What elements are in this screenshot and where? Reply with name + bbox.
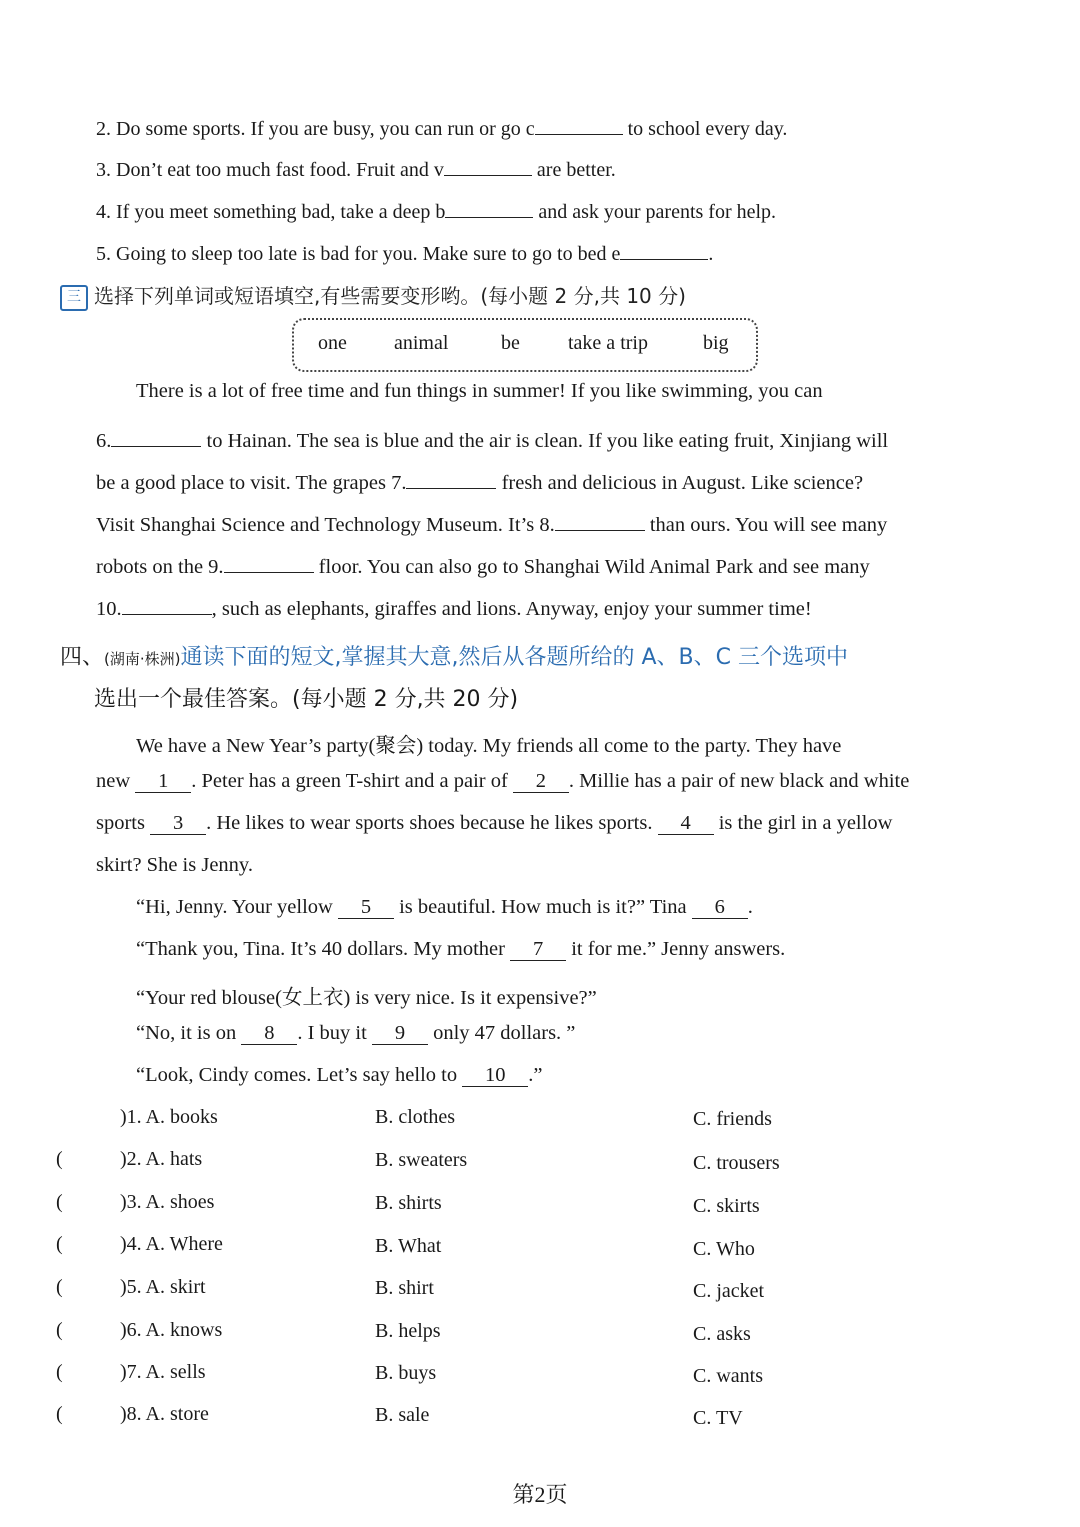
passage-text: “Hi, Jenny. Your yellow (136, 896, 338, 918)
passage-text: .” (528, 1064, 543, 1086)
answer-paren[interactable]: ( (56, 1148, 63, 1170)
option-c: C. friends (693, 1108, 772, 1130)
option-a: )6. A. knows (120, 1319, 223, 1341)
numbered-blank-3: 3 (150, 812, 206, 835)
answer-blank-8[interactable] (555, 510, 645, 531)
option-a: )3. A. shoes (120, 1191, 215, 1213)
passage-4-line-8 (136, 1022, 575, 1045)
section-4-source: (湖南·株洲) (104, 650, 181, 668)
answer-blank-2[interactable] (535, 114, 623, 135)
section-4-instruction: 通读下面的短文,掌握其大意,然后从各题所给的 (180, 645, 642, 670)
passage-4-line-5 (136, 896, 753, 919)
option-c: C. skirts (693, 1195, 760, 1217)
option-c: C. jacket (693, 1280, 765, 1302)
option-a: )8. A. store (120, 1403, 209, 1425)
question-5-text: 5. Going to sleep too late is bad for you. Make sure to go to bed e (96, 243, 621, 265)
passage-text: There is a lot of free time and fun things in summer! If you like swimming, you can (136, 380, 823, 402)
option-c: C. Who (693, 1238, 755, 1260)
passage-4-line-7 (136, 980, 597, 1010)
numbered-blank-2: 2 (513, 770, 569, 793)
option-b: B. What (375, 1235, 442, 1257)
answer-blank-9[interactable] (224, 552, 314, 573)
numbered-blank-5: 5 (338, 896, 394, 919)
passage-3-line-1 (136, 380, 823, 403)
word-bank-item: be (501, 332, 520, 354)
section-4-instruction-options: A、B、C (641, 645, 731, 670)
question-4-line (96, 197, 776, 226)
option-b: B. sweaters (375, 1149, 468, 1171)
passage-text: new (96, 770, 136, 792)
option-b: B. helps (375, 1320, 441, 1342)
passage-3-line-5 (96, 552, 870, 579)
question-5-text-end: . (708, 243, 714, 265)
option-a: )5. A. skirt (120, 1276, 206, 1298)
answer-blank-10[interactable] (122, 594, 212, 615)
option-c: C. TV (693, 1407, 743, 1429)
answer-paren[interactable]: ( (56, 1233, 63, 1255)
option-b: B. buys (375, 1362, 437, 1384)
section-4-instruction-end: 三个选项中 (731, 645, 848, 670)
section-4-heading (60, 640, 848, 671)
answer-blank-4[interactable] (445, 197, 533, 218)
word-bank-item: animal (394, 332, 449, 354)
passage-text: “Your red blouse(女上衣) is very nice. Is it expensive?” (136, 987, 597, 1009)
passage-text: Visit Shanghai Science and Technology Museum. It’s 8. (96, 514, 555, 536)
question-3-text-end: are better. (531, 159, 616, 181)
word-bank-item: take a trip (568, 332, 648, 354)
numbered-blank-7: 7 (510, 938, 566, 961)
passage-4-line-1 (136, 728, 841, 758)
numbered-blank-1: 1 (135, 770, 191, 793)
passage-text: skirt? She is Jenny. (96, 854, 253, 876)
section-4-heading-line-2 (94, 682, 518, 713)
question-3-text: 3. Don’t eat too much fast food. Fruit and v (96, 159, 444, 181)
section-4-number: 四、 (60, 645, 105, 670)
section-3-instruction: 选择下列单词或短语填空,有些需要变形哟。(每小题 2 分,共 10 分) (94, 284, 686, 308)
passage-3-line-3 (96, 468, 863, 495)
question-2-text-end: to school every day. (622, 118, 788, 140)
question-2-text: 2. Do some sports. If you are busy, you can run or go c (96, 118, 535, 140)
section-4-instruction-2: 选出一个最佳答案。(每小题 2 分,共 20 分) (94, 687, 519, 712)
question-3-line (96, 155, 616, 184)
passage-text: “Thank you, Tina. It’s 40 dollars. My mother (136, 938, 511, 960)
passage-3-line-6 (96, 594, 812, 621)
passage-text: fresh and delicious in August. Like science? (496, 472, 864, 494)
answer-blank-5[interactable] (620, 239, 708, 260)
numbered-blank-10: 10 (462, 1064, 528, 1087)
passage-text: We have a New Year’s party(聚会) today. My friends all come to the party. They have (136, 735, 842, 757)
page-number: 第2页 (512, 1482, 568, 1507)
passage-text: . (747, 896, 753, 918)
option-b: B. shirt (375, 1277, 434, 1299)
numbered-blank-9: 9 (372, 1022, 428, 1045)
passage-text: 10. (96, 598, 122, 620)
numbered-blank-6: 6 (692, 896, 748, 919)
passage-4-line-2 (96, 770, 909, 793)
option-a: )1. A. books (120, 1106, 218, 1128)
answer-paren[interactable]: ( (56, 1403, 63, 1425)
passage-4-line-6 (136, 938, 785, 961)
passage-text: is beautiful. How much is it?” Tina (393, 896, 692, 918)
passage-text: robots on the 9. (96, 556, 224, 578)
passage-4-line-4 (96, 854, 253, 877)
word-bank-item: big (703, 332, 729, 354)
passage-text: 6. (96, 430, 112, 452)
option-a: )7. A. sells (120, 1361, 206, 1383)
passage-text: floor. You can also go to Shanghai Wild Animal Park and see many (313, 556, 870, 578)
passage-text: be a good place to visit. The grapes 7. (96, 472, 407, 494)
passage-4-line-3 (96, 812, 892, 835)
option-a: )4. A. Where (120, 1233, 223, 1255)
question-4-text-end: and ask your parents for help. (533, 201, 777, 223)
passage-text: . He likes to wear sports shoes because he likes sports. (206, 812, 658, 834)
passage-text: than ours. You will see many (644, 514, 888, 536)
passage-3-line-2 (96, 426, 888, 453)
answer-blank-7[interactable] (406, 468, 496, 489)
passage-text: , such as elephants, giraffes and lions. Anyway, enjoy your summer time! (211, 598, 812, 620)
option-b: B. clothes (375, 1106, 455, 1128)
answer-paren[interactable]: ( (56, 1191, 63, 1213)
passage-text: “Look, Cindy comes. Let’s say hello to (136, 1064, 463, 1086)
word-bank-item: one (318, 332, 347, 354)
passage-text: . I buy it (297, 1022, 372, 1044)
answer-paren[interactable]: ( (56, 1276, 63, 1298)
passage-text: to Hainan. The sea is blue and the air is clean. If you like eating fruit, Xinjiang will (201, 430, 889, 452)
passage-text: is the girl in a yellow (713, 812, 893, 834)
word-bank-box (292, 318, 758, 372)
passage-text: sports (96, 812, 151, 834)
option-b: B. shirts (375, 1192, 442, 1214)
passage-text: . Millie has a pair of new black and white (568, 770, 910, 792)
passage-text: only 47 dollars. ” (427, 1022, 576, 1044)
passage-3-line-4 (96, 510, 887, 537)
numbered-blank-8: 8 (241, 1022, 297, 1045)
question-5-line (96, 239, 713, 268)
option-a: )2. A. hats (120, 1148, 203, 1170)
answer-paren[interactable]: ( (56, 1319, 63, 1341)
passage-text: . Peter has a green T-shirt and a pair of (191, 770, 513, 792)
option-c: C. wants (693, 1365, 763, 1387)
answer-blank-6[interactable] (111, 426, 201, 447)
passage-4-line-9 (136, 1064, 542, 1087)
question-4-text: 4. If you meet something bad, take a deep b (96, 201, 446, 223)
option-b: B. sale (375, 1404, 430, 1426)
passage-text: it for me.” Jenny answers. (566, 938, 786, 960)
numbered-blank-4: 4 (658, 812, 714, 835)
passage-text: “No, it is on (136, 1022, 242, 1044)
answer-blank-3[interactable] (444, 155, 532, 176)
option-c: C. trousers (693, 1152, 780, 1174)
answer-paren[interactable]: ( (56, 1361, 63, 1383)
section-3-badge: 三 (60, 285, 88, 311)
section-3-heading (60, 280, 686, 311)
option-c: C. asks (693, 1323, 751, 1345)
question-2-line (96, 114, 787, 143)
